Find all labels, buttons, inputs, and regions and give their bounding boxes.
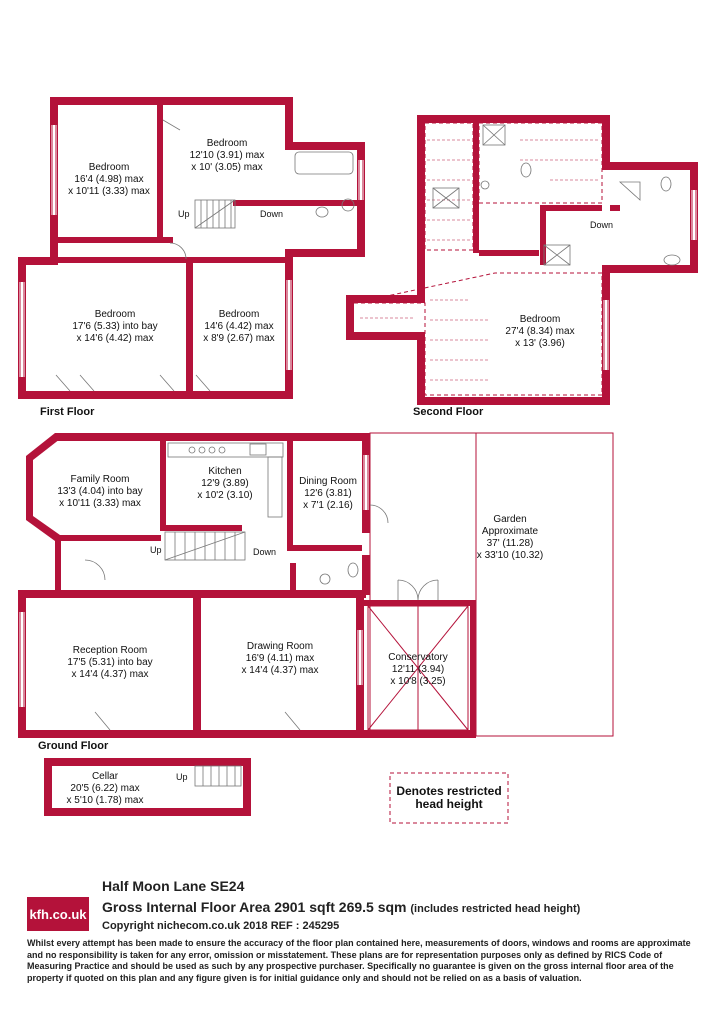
room-label-conservatory: Conservatory 12'11 (3.94) x 10'8 (3.25): [388, 652, 448, 687]
first-floor-label: First Floor: [40, 406, 95, 418]
kfh-logo: kfh.co.uk: [27, 897, 89, 931]
room-label-first-bedroom-2: Bedroom 12'10 (3.91) max x 10' (3.05) max: [189, 138, 265, 173]
ground-floor-label: Ground Floor: [38, 740, 109, 752]
disclaimer-text: Whilst every attempt has been made to ensure the accuracy of the floor plan contained here, measurements of doors, windows and rooms are approximate and no responsibility is taken for any error, omission or misstatement. These plans are for representation purposes only as defined by RICS Code of Measuring Practice and should be used as such by any prospective purchaser. Specifically no guarantee is given on the gross internal floor area of the property if quoted on this plan and any figure given is for initial guidance only and should not be relied on as a basis of valuation.: [27, 938, 691, 983]
room-label-family-room: Family Room 13'3 (4.04) into bay x 10'11 (3.33) max: [57, 474, 143, 509]
stair-down-label-second: Down: [590, 220, 614, 230]
room-label-dining-room: Dining Room 12'6 (3.81) x 7'1 (2.16): [299, 476, 357, 511]
room-label-garden: Garden Approximate 37' (11.28) x 33'10 (10.32): [476, 514, 544, 561]
stair-up-label-ground: Up: [150, 545, 162, 555]
legend-restricted-height: Denotes restricted head height: [396, 784, 502, 811]
stair-up-label-cellar: Up: [176, 772, 188, 782]
stair-up-label-first: Up: [178, 209, 190, 219]
copyright-line: Copyright nichecom.co.uk 2018 REF : 245295: [102, 920, 340, 932]
second-floor-plan: [346, 115, 698, 405]
floor-area-summary: Gross Internal Floor Area 2901 sqft 269.5 sqm (includes restricted head height): [102, 899, 581, 915]
room-label-cellar: Cellar 20'5 (6.22) max x 5'10 (1.78) max: [66, 771, 144, 806]
room-label-drawing-room: Drawing Room 16'9 (4.11) max x 14'4 (4.37) max: [241, 641, 319, 676]
room-label-second-bedroom: Bedroom 27'4 (8.34) max x 13' (3.96): [505, 314, 575, 349]
room-label-kitchen: Kitchen 12'9 (3.89) x 10'2 (3.10): [197, 466, 253, 501]
room-label-reception-room: Reception Room 17'5 (5.31) into bay x 14'4 (4.37) max: [67, 645, 153, 680]
room-label-first-bedroom-3: Bedroom 17'6 (5.33) into bay x 14'6 (4.42) max: [72, 309, 158, 344]
property-address: Half Moon Lane SE24: [102, 878, 245, 894]
room-label-first-bedroom-4: Bedroom 14'6 (4.42) max x 8'9 (2.67) max: [203, 309, 275, 344]
stair-down-label-first: Down: [260, 209, 284, 219]
room-label-first-bedroom-1: Bedroom 16'4 (4.98) max x 10'11 (3.33) max: [68, 162, 150, 197]
stair-down-label-ground: Down: [253, 547, 277, 557]
second-floor-label: Second Floor: [413, 406, 484, 418]
